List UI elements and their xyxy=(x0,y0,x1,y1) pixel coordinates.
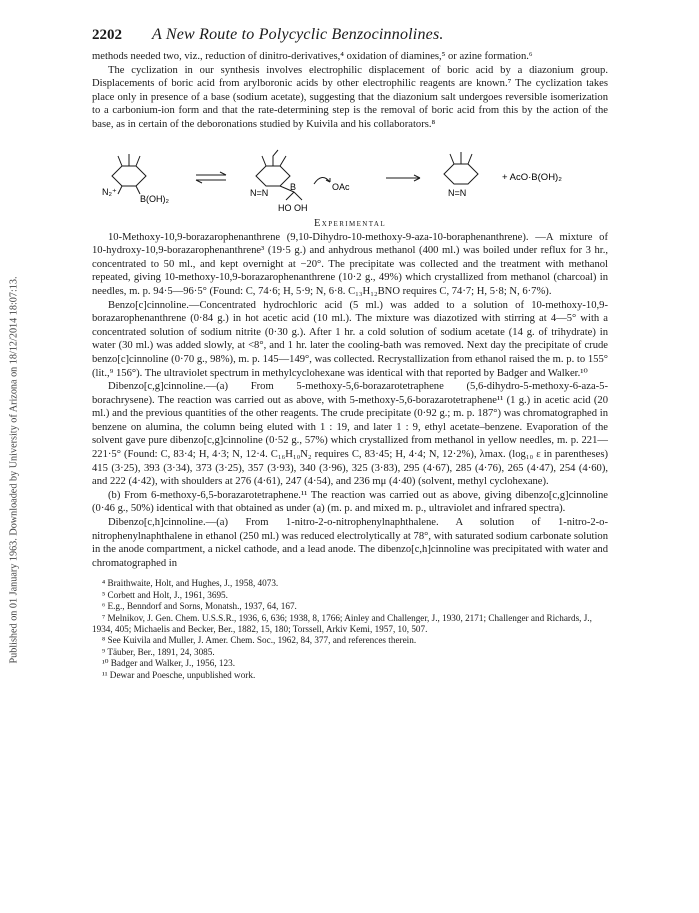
reference-item: ⁸ See Kuivila and Muller, J. Amer. Chem. Soc., 1962, 84, 377, and references therein. xyxy=(102,635,417,646)
scheme-label-diazonium: N₂⁺ xyxy=(102,186,117,197)
scheme-label-hydroxyls: HO OH xyxy=(278,202,308,213)
scheme-label-boron: B xyxy=(290,181,297,192)
paragraph-benzo-c-cinnoline: Benzo[c]cinnoline.—Concentrated hydrochloric acid (5 ml.) was added to a solution of 10-methoxy-10,9-borazarophenanthrene (0·84 g.) in hot acetic acid (10 ml.). The mixture was diazotized with stirring at 4—5° with a concentrated solution of sodium nitrite (0·30 g.). After 1 hr. a cold solution of sodium acetate (14 g. of trihydrate) in water (30 ml.) was added slowly, at <8°, and 1 hr. later the cooling-bath was removed. Next day the precipitate of crude benzo[c]cinnoline (0·70 g., 98%), m. p. 145—149°, was collected. Recrystallization from ethanol raised the m. p. to 155° (lit.,⁹ 156°). The ultraviolet spectrum in methylcyclohexane was identical with that reported by Badger and Walker.¹⁰ xyxy=(92,299,608,379)
scheme-label-byproduct: + AcO·B(OH)₂ xyxy=(502,171,562,183)
reference-item: ⁶ E.g., Benndorf and Sorns, Monatsh., 1937, 64, 167. xyxy=(102,601,297,612)
reference-item: ¹⁰ Badger and Walker, J., 1956, 123. xyxy=(102,658,235,669)
paragraph-dibenzo-cg-cinnoline-a: Dibenzo[c,g]cinnoline.—(a) From 5-methoxy-5,6-borazarotetraphene (5,6-dihydro-5-methoxy-6-aza-5-borachrysene). The reaction was carried out as above, with 5-methoxy-5,6-borazarotetraphene¹¹ (1 g.) in acetic acid (20 ml.) and the previous quantities of the other reagents. The crude precipitate (0·92 g.; m. p. 187°) was chromatographed in benzene on alumina, the column being eluted with 1 : 19, and later 1 : 9, ethyl acetate–benzene. Evaporation of the solvent gave pure dibenzo[c,g]cinnoline (0·52 g., 57%) which crystallized from methanol in yellow needles, m. p. 221—221·5° (Found: C, 83·4; H, 4·3; N, 12·4. C₁₆H₁₀N₂ requires C, 83·45; H, 4·4; N, 12·2%), λmax. (log₁₀ ε in parentheses) 415 (3·25), 393 (3·34), 373 (3·25), 357 (3·93), 340 (3·96), 325 (3·83), 295 (4·67), 285 (4·76), 265 (4·47), 254 (4·60), and 222 (4·42), with shoulders at 276 (4·61), 247 (4·54), and 236 mμ (4·40) (solvent, methyl cyclohexane). xyxy=(92,381,608,488)
scheme-label-boronic-acid: B(OH)₂ xyxy=(140,193,169,204)
scheme-label-azo-2: N=N xyxy=(448,187,467,198)
running-header xyxy=(92,26,608,44)
paragraph-methoxy-borazarophenanthrene: 10-Methoxy-10,9-borazarophenanthrene (9,10-Dihydro-10-methoxy-9-aza-10-boraphenanthrene). —A mixture of 10-hydroxy-10,9-borazarophenanthrene³ (19·5 g.) and anhydrous methanol (400 ml.) was boiled under reflux for 3 hr., concentrated to 50 ml., and kept overnight at −20°. The precipitate was collected and the treatment with methanol repeated, giving 10-methoxy-10,9-borazarophenanthrene (10·2 g., 49%) which crystallized from methanol (charcoal) in needles, m. p. 94·5—96·5° (Found: C, 74·6; H, 5·9; N, 6·8. C₁₃H₁₂BNO requires C, 74·7; H, 5·8; N, 6·7%). xyxy=(92,231,608,297)
paragraph-intro-tail: methods needed two, viz., reduction of dinitro-derivatives,⁴ oxidation of diamines,⁵ or azine formation.⁶ xyxy=(92,51,533,62)
scheme-label-azo-1: N=N xyxy=(250,187,269,198)
footnote-references xyxy=(92,578,608,681)
reference-item: ⁷ Melnikov, J. Gen. Chem. U.S.S.R., 1936, 6, 636; 1938, 8, 1766; Ainley and Challenger, J., 1930, 2171; Challenger and Richards, J., 1934, 405; Michaelis and Becker, Ber., 1882, 15, 180; Torssell, Arkiv Kemi, 1957, 10, 507. xyxy=(92,612,592,635)
reference-item: ⁵ Corbett and Holt, J., 1961, 3695. xyxy=(102,589,228,600)
reference-item: ¹¹ Dewar and Poesche, unpublished work. xyxy=(102,669,256,680)
section-heading-experimental: Experimental xyxy=(313,217,387,229)
page-body xyxy=(92,26,608,681)
watermark-text: Published on 01 January 1963. Downloaded by University of Arizona on 18/12/2014 18:07:13. xyxy=(8,276,20,664)
reaction-scheme-drawing xyxy=(92,142,608,214)
page-number: 2202 xyxy=(92,27,122,43)
paragraph-cyclization: The cyclization in our synthesis involves electrophilic displacement of boric acid by a diazonium group. Displacements of boric acid from arylboronic acids by other electrophilic reagents are known.⁷ The cyclization takes place only in presence of a base (sodium acetate), suggesting that the diazonium salt undergoes reversible isomerization to a carbonium-ion form and that the rate-determining step is the removal of boric acid from this by the action of the base, as in certain of the deboronations studied by Kuivila and his collaborators.⁸ xyxy=(92,64,608,130)
publication-watermark xyxy=(6,90,22,850)
paragraph-dibenzo-ch-cinnoline: Dibenzo[c,h]cinnoline.—(a) From 1-nitro-2-o-nitrophenylnaphthalene. A solution of 1-nitro-2-o-nitrophenylnaphthalene in ethanol (250 ml.) was reduced electrolytically at 78°, with saturated sodium carbonate solution in the anode compartment, a nickel cathode, and a lead anode. The dibenzo[c,h]cinnoline was precipitated with water and chromatographed in xyxy=(92,517,608,569)
reference-item: ⁴ Braithwaite, Holt, and Hughes, J., 1958, 4073. xyxy=(102,578,279,589)
running-title: A New Route to Polycyclic Benzocinnolines. xyxy=(152,26,444,43)
reference-item: ⁹ Täuber, Ber., 1891, 24, 3085. xyxy=(102,646,215,657)
reaction-scheme xyxy=(92,142,608,214)
paragraph-dibenzo-cg-cinnoline-b: (b) From 6-methoxy-6,5-borazarotetraphene.¹¹ The reaction was carried out as above, giving dibenzo[c,g]cinnoline (0·46 g., 50%) identical with that obtained as under (a) (m. p. and mixed m. p., ultraviolet and infrared spectra). xyxy=(92,489,608,515)
scheme-label-acetate: OAc xyxy=(332,181,350,192)
